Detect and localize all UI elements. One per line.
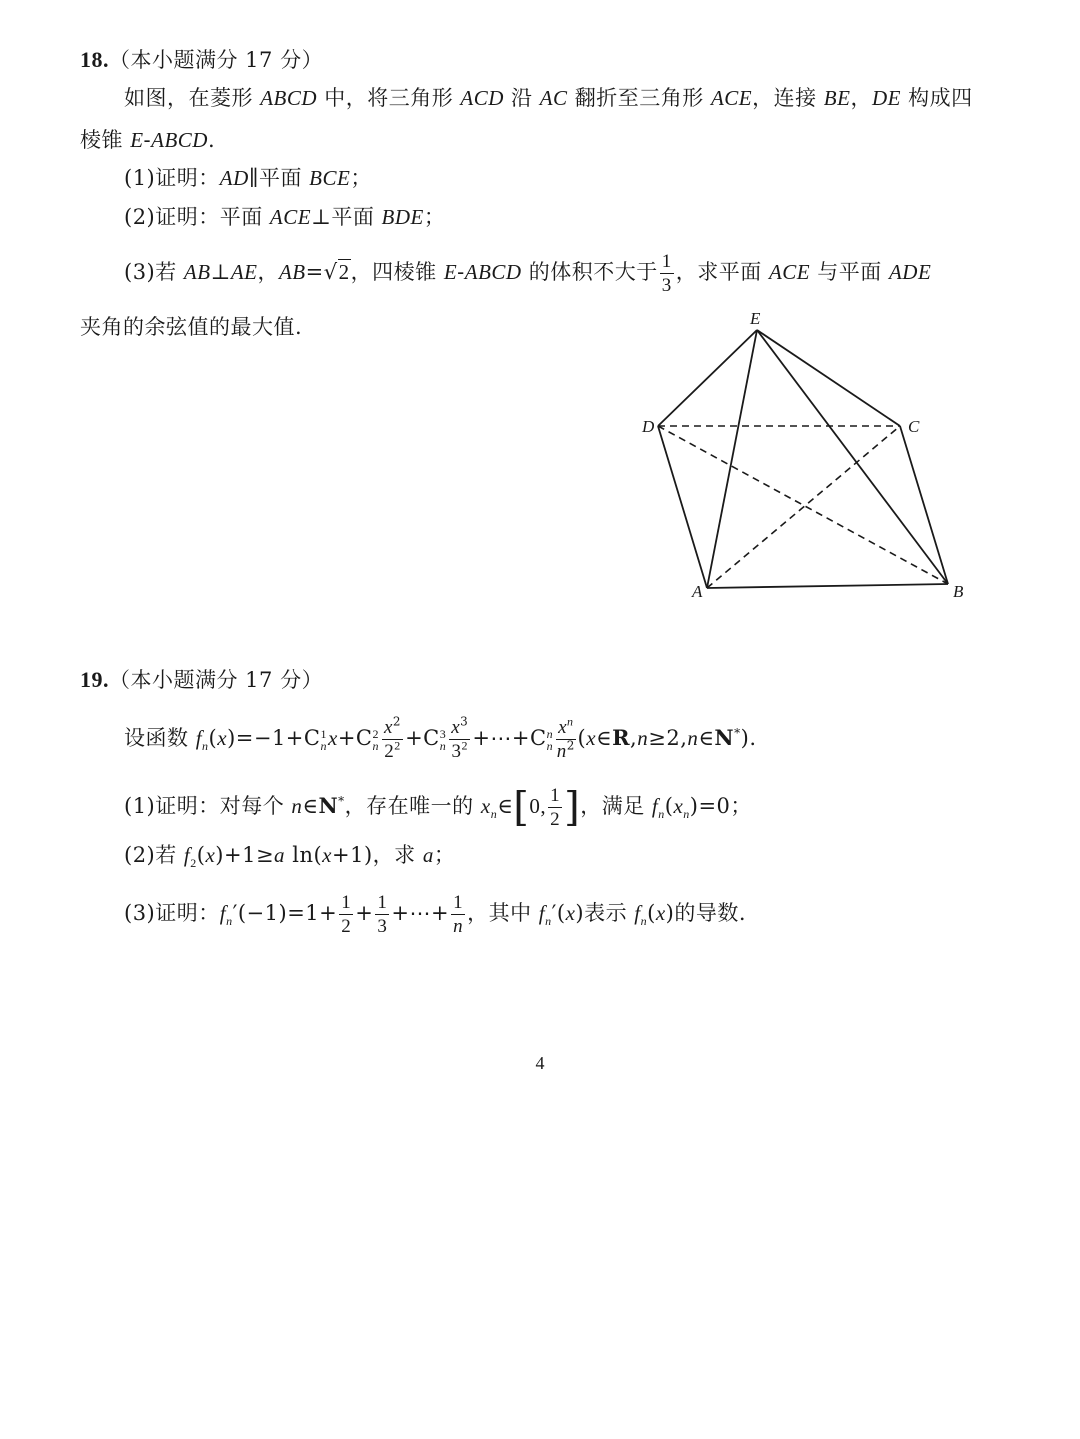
pyramid-diagram: [630, 300, 980, 610]
q19-part1: (1)证明：对每个 n∈N*，存在唯一的 $x_n\in[0$, $\frac{1}{2}$ ]，满足 $f_n(x_n)=0$；: [124, 784, 752, 831]
q19-header: [80, 665, 323, 695]
q18-points: （本小题满分 17 分）: [109, 48, 324, 72]
label-E: E: [750, 309, 761, 328]
diagonal-DB-dashed: [658, 426, 948, 584]
edge-ED: [658, 330, 757, 426]
label-C: C: [908, 417, 920, 436]
q18-part3: (3)若 AB⊥AE，AB=√2，四棱锥 E-ABCD 的体积不大于 $\frac{1}{3}$ ，求平面 ACE 与平面 ADE: [124, 251, 932, 296]
edge-DA: [658, 426, 707, 588]
label-B: B: [953, 582, 964, 601]
diagonal-AC-dashed: [707, 426, 900, 588]
edge-EB: [757, 330, 948, 584]
label-D: D: [642, 417, 655, 436]
q19-points: （本小题满分 17 分）: [109, 668, 324, 692]
page-number: 4: [535, 1053, 545, 1073]
q18-part1: (1)证明：AD∥平面 BCE；: [124, 166, 372, 190]
q18-header: [80, 45, 323, 75]
edge-EA: [707, 330, 757, 588]
q18-part3-cont: 夹角的余弦值的最大值.: [80, 315, 303, 339]
q19-definition: 设函数 $f_n(x)=-1+C$ 1 n x+C 2 n $\frac{x^2}{2^2}$ +C 3 n $\frac{x^3}{3^2}$ +⋯+C n n $\frac{x^n}{n^2}$ (x∈R,n≥2,n∈N*).: [124, 714, 757, 762]
edge-AB: [707, 584, 948, 588]
q18-intro-line2: 棱锥 E-ABCD.: [80, 128, 216, 152]
edge-EC: [757, 330, 900, 426]
q18-number: 18.: [80, 47, 109, 72]
pyramid-figure: [630, 300, 980, 610]
edge-CB: [900, 426, 948, 584]
q19-part2: (2)若 $f_2(x)+1\ge a$ ln(x+1)，求 a；: [124, 843, 456, 871]
q19-part3: (3)证明：$f_n'(-1)=1+$ $\frac{1}{2}$ + $\frac{1}{3}$ +⋯+ $\frac{1}{n}$ ，其中 $f_n'(x)$表示 $f_n(x)$的导数.: [124, 892, 747, 937]
q18-intro-line1: 如图，在菱形 ABCD 中，将三角形 ACD 沿 AC 翻折至三角形 ACE，连接 BE，DE 构成四: [124, 86, 973, 110]
fraction-one-third: $\frac{1}{3}$: [661, 251, 672, 296]
label-A: A: [692, 582, 703, 601]
q19-number: 19.: [80, 667, 109, 692]
q18-part2: (2)证明：平面 ACE⊥平面 BDE；: [124, 205, 446, 229]
